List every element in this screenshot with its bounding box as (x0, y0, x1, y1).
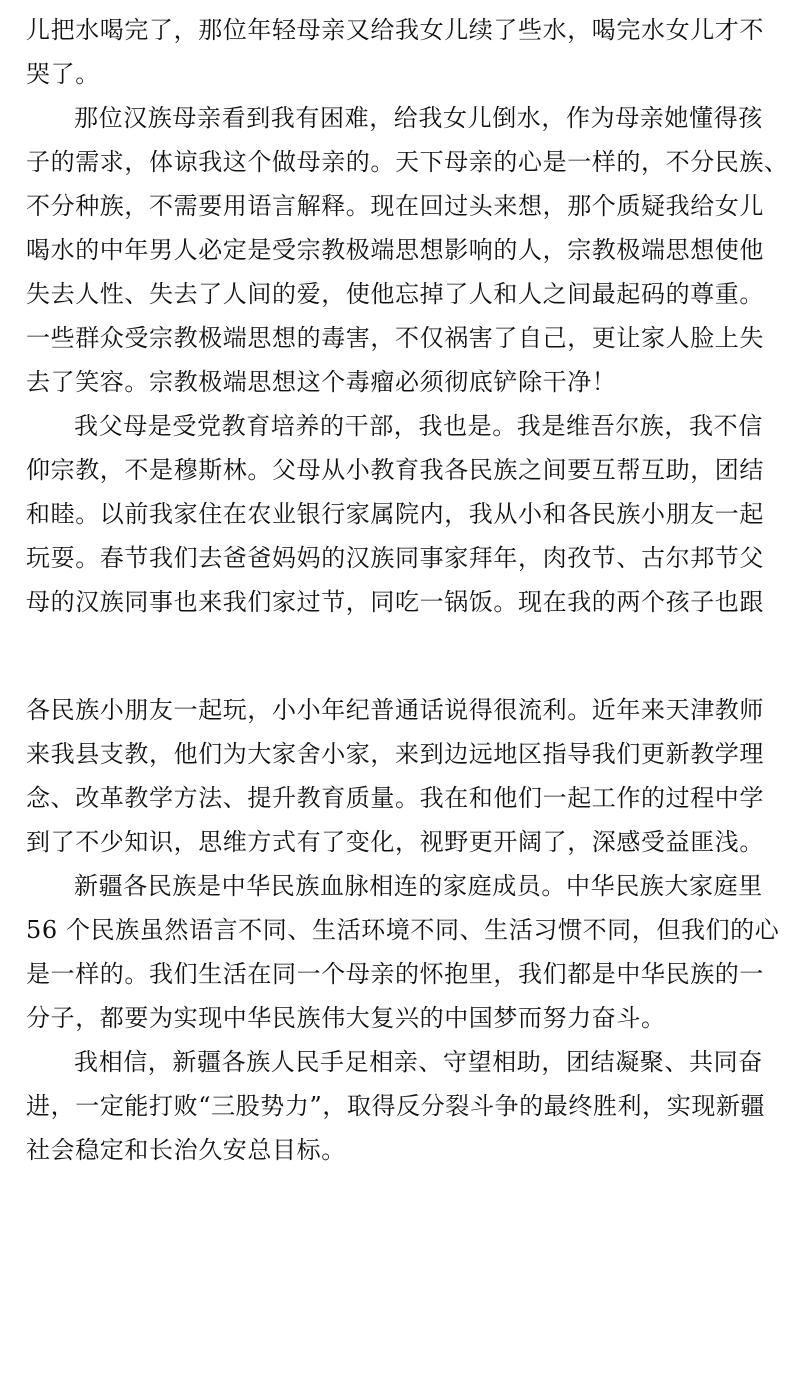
paragraph-first-line: 我相信，新疆各族人民手足相亲、守望相助，团结凝聚、共同奋 (74, 1048, 763, 1076)
text-line: 是一样的。我们生活在同一个母亲的怀抱里，我们都是中华民族的一 (26, 960, 764, 988)
paragraph-first-line: 新疆各民族是中华民族血脉相连的家庭成员。中华民族大家庭里 (74, 872, 763, 900)
paragraph-first-line: 我父母是受党教育培养的干部，我也是。我是维吾尔族，我不信 (74, 412, 763, 440)
text-line: 哭了。 (26, 60, 100, 88)
text-line: 玩耍。春节我们去爸爸妈妈的汉族同事家拜年，肉孜节、古尔邦节父 (26, 544, 764, 572)
text-line: 不分种族，不需要用语言解释。现在回过头来想，那个质疑我给女儿 (26, 192, 764, 220)
text-line: 到了不少知识，思维方式有了变化，视野更开阔了，深感受益匪浅。 (26, 828, 764, 856)
text-line: 社会稳定和长治久安总目标。 (26, 1136, 346, 1164)
paragraph-first-line: 那位汉族母亲看到我有困难，给我女儿倒水，作为母亲她懂得孩 (74, 104, 763, 132)
text-line: 念、改革教学方法、提升教育质量。我在和他们一起工作的过程中学 (26, 784, 764, 812)
text-line: 子的需求，体谅我这个做母亲的。天下母亲的心是一样的，不分民族、 (26, 148, 789, 176)
text-line: 和睦。以前我家住在农业银行家属院内，我从小和各民族小朋友一起 (26, 500, 764, 528)
text-line: 分子，都要为实现中华民族伟大复兴的中国梦而努力奋斗。 (26, 1004, 666, 1032)
text-line: 一些群众受宗教极端思想的毒害，不仅祸害了自己，更让家人脸上失 (26, 324, 764, 352)
text-line: 失去人性、失去了人间的爱，使他忘掉了人和人之间最起码的尊重。 (26, 280, 764, 308)
text-line: 56 个民族虽然语言不同、生活环境不同、生活习惯不同，但我们的心 (26, 916, 780, 944)
text-line: 儿把水喝完了，那位年轻母亲又给我女儿续了些水，喝完水女儿才不 (26, 16, 764, 44)
text-line: 喝水的中年男人必定是受宗教极端思想影响的人，宗教极端思想使他 (26, 236, 764, 264)
text-line: 各民族小朋友一起玩，小小年纪普通话说得很流利。近年来天津教师 (26, 696, 764, 724)
text-line: 进，一定能打败“三股势力”，取得反分裂斗争的最终胜利，实现新疆 (26, 1092, 766, 1120)
text-line: 母的汉族同事也来我们家过节，同吃一锅饭。现在我的两个孩子也跟 (26, 588, 764, 616)
text-line: 来我县支教，他们为大家舍小家，来到边远地区指导我们更新教学理 (26, 740, 764, 768)
text-line: 仰宗教，不是穆斯林。父母从小教育我各民族之间要互帮互助，团结 (26, 456, 764, 484)
text-line: 去了笑容。宗教极端思想这个毒瘤必须彻底铲除干净！ (26, 368, 617, 396)
